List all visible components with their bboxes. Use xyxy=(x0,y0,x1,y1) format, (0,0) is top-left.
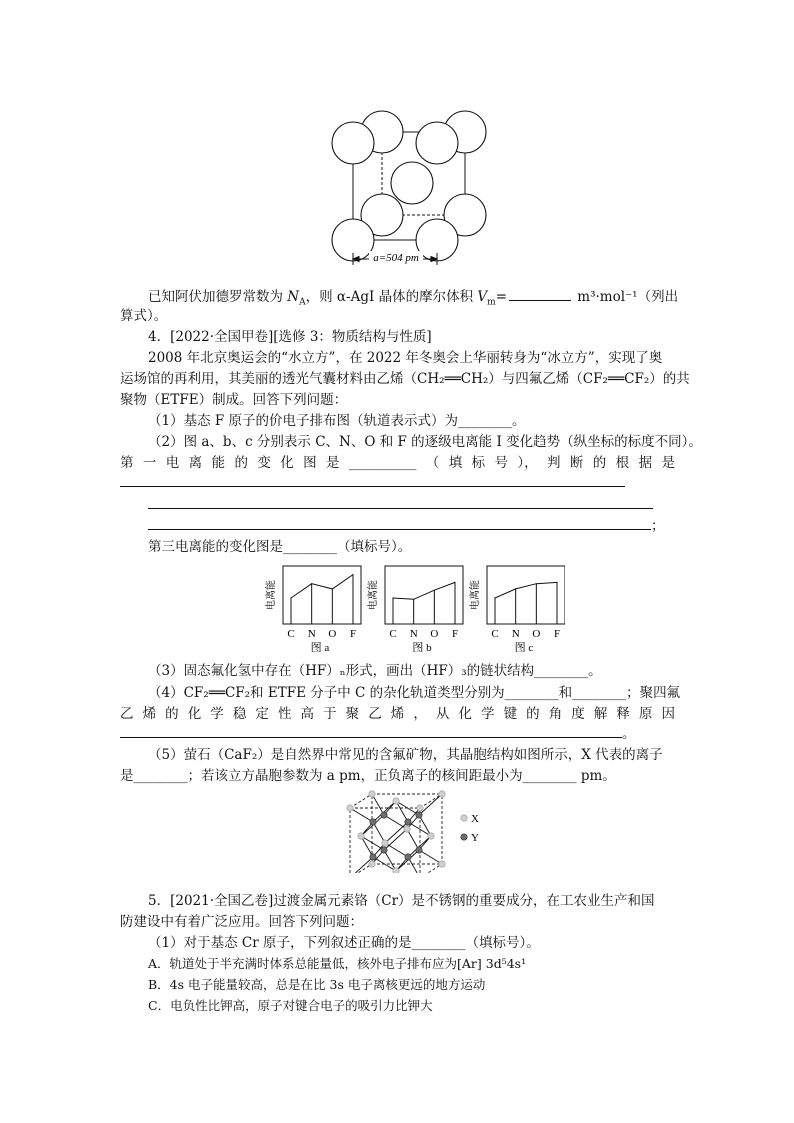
q4-part-5b: 是________；若该立方晶胞参数为 a pm，正负离子的核间距最小为________ pm。 xyxy=(120,768,616,784)
chart-ylabel: 电离能 xyxy=(266,580,277,610)
chart-frame xyxy=(487,566,565,624)
fluorite-unit-cell-figure xyxy=(340,788,490,873)
q5-option-a[interactable]: A．轨道处于半充满时体系总能量低，核外电子排布应为[Ar] 3d⁵4s¹ xyxy=(148,956,527,971)
chart-series-line xyxy=(393,582,455,599)
legend-x-marker xyxy=(461,815,467,821)
bond-line xyxy=(361,836,384,850)
chart-tick-label: N xyxy=(307,628,316,640)
q4-part-2b: 第 一 电 离 能 的 变 化 图 是 __________ （ 填 标 号 ）， 判 断 的 根 据 是 xyxy=(120,455,675,471)
bond-line xyxy=(419,794,442,815)
q3-molar-volume-line: 已知阿伏加德罗常数为 $N_A$，则 α-AgI 晶体的摩尔体积 $V_m= m^3\cdot mol^{-1}$（列出 xyxy=(148,286,678,313)
ion-y xyxy=(416,812,422,818)
q4-part-4b: 乙 烯 的 化 学 稳 定 性 高 于 聚 乙 烯 ， 从 化 学 键 的 角 度 解 释 原 因 xyxy=(120,706,675,722)
ion-x xyxy=(369,791,375,797)
bond-line xyxy=(373,822,385,843)
bond-line xyxy=(385,843,408,857)
chart-tick-label: F xyxy=(451,628,459,640)
chart-caption: 图 a xyxy=(310,642,330,652)
dimension-label: a=504 pm xyxy=(373,252,419,264)
ionization-energy-charts xyxy=(255,562,565,652)
bond-line xyxy=(408,836,431,857)
ionization-chart-a xyxy=(264,566,361,652)
ion-y xyxy=(381,812,387,818)
q3-line2: 算式）。 xyxy=(120,308,168,324)
chart-tick-label: O xyxy=(532,628,541,640)
legend-x-label: X xyxy=(471,813,479,825)
bond-line xyxy=(384,829,407,850)
chart-tick-label: N xyxy=(511,628,520,640)
bond-line xyxy=(372,794,384,815)
chart-tick-label: N xyxy=(409,628,418,640)
q5-option-c[interactable]: C．电负性比钾高，原子对键合电子的吸引力比钾大 xyxy=(148,998,433,1013)
chart-caption: 图 c xyxy=(514,642,534,652)
answer-line[interactable] xyxy=(148,529,651,530)
q4-intro-2: 运场馆的再利用，其美丽的透光气囊材料由乙烯（CH₂══CH₂）与四氟乙烯（CF₂══CF₂）的共 xyxy=(120,371,690,387)
ionization-chart-c xyxy=(468,566,565,652)
chart-tick-label: C xyxy=(389,628,397,640)
chart-series-line xyxy=(495,582,557,598)
ion-x xyxy=(428,833,434,839)
q5-intro-1: 5．[2021·全国乙卷]过渡金属元素铬（Cr）是不锈钢的重要成分，在工农业生产和国 xyxy=(148,893,655,909)
bond-line xyxy=(361,815,384,836)
chart-series-line xyxy=(291,575,353,598)
cell-edge xyxy=(420,794,442,808)
chart-tick-label: F xyxy=(349,628,357,640)
ion-x xyxy=(439,791,445,797)
chart-ylabel: 电离能 xyxy=(368,580,379,610)
q4-intro-1: 2008 年北京奥运会的“水立方”，在 2022 年冬奥会上华丽转身为“冰立方”，实现了奥 xyxy=(148,350,663,366)
ion-x xyxy=(369,861,375,867)
ion-x xyxy=(393,868,399,873)
cell-edge xyxy=(350,794,372,808)
ion-x xyxy=(358,833,364,839)
ion-y xyxy=(370,854,376,860)
ion-x xyxy=(382,840,388,846)
q4-part-3: （3）固态氟化氢中存在（HF）ₙ形式，画出（HF）₃的链状结构________。 xyxy=(148,663,602,679)
legend-y-label: Y xyxy=(471,832,479,844)
ion-y xyxy=(370,819,376,825)
ion-y xyxy=(405,854,411,860)
ion-x xyxy=(393,798,399,804)
ion-x xyxy=(404,826,410,832)
bond-line xyxy=(373,801,396,822)
chart-tick-label: C xyxy=(491,628,499,640)
bond-line xyxy=(350,808,373,822)
q4-part-1: （1）基态 F 原子的价电子排布图（轨道表示式）为________。 xyxy=(148,413,526,429)
ionization-chart-b xyxy=(366,566,463,652)
bond-line xyxy=(396,850,419,871)
chart-tick-label: O xyxy=(328,628,337,640)
chart-tick-label: F xyxy=(553,628,561,640)
ion-y xyxy=(381,847,387,853)
chart-tick-label: O xyxy=(430,628,439,640)
bond-line xyxy=(419,850,442,864)
q4-part-5a: （5）萤石（CaF₂）是自然界中常见的含氟矿物，其晶胞结构如图所示，X 代表的离子 xyxy=(148,747,663,763)
chart-tick-label: C xyxy=(287,628,295,640)
ion-y xyxy=(405,819,411,825)
answer-line[interactable] xyxy=(120,486,625,487)
agi-crystal-figure xyxy=(325,103,495,268)
q5-intro-2: 防建设中有着广泛应用。回答下列问题： xyxy=(120,914,363,930)
bond-line xyxy=(407,829,419,850)
answer-blank[interactable] xyxy=(509,286,571,301)
ion-x xyxy=(347,805,353,811)
q4-intro-3: 聚物（ETFE）制成。回答下列问题： xyxy=(120,392,348,408)
q4-part-2-end: ； xyxy=(651,518,665,534)
q4-part-4-end: 。 xyxy=(622,726,636,742)
bond-line xyxy=(384,815,407,829)
ion-x xyxy=(417,805,423,811)
answer-line[interactable] xyxy=(148,508,653,509)
q5-option-b[interactable]: B．4s 电子能量较高，总是在比 3s 电子离核更远的地方运动 xyxy=(148,977,486,992)
chart-caption: 图 b xyxy=(412,642,432,652)
ion-x xyxy=(439,861,445,867)
q4-header: 4．[2022·全国甲卷][选修 3：物质结构与性质] xyxy=(148,329,432,345)
legend-y-marker xyxy=(461,834,467,840)
q4-part-2c: 第三电离能的变化图是________（填标号）。 xyxy=(148,539,412,555)
chart-ylabel: 电离能 xyxy=(470,580,481,610)
bond-line xyxy=(385,822,408,843)
q5-part-1: （1）对于基态 Cr 原子，下列叙述正确的是________（填标号）。 xyxy=(148,935,540,951)
ion-y xyxy=(416,847,422,853)
answer-line[interactable] xyxy=(120,737,622,738)
q4-part-2a: （2）图 a、b、c 分别表示 C、N、O 和 F 的逐级电离能 I 变化趋势（纵坐标的标度不同）。 xyxy=(148,434,702,450)
q4-part-4a: （4）CF₂══CF₂和 ETFE 分子中 C 的杂化轨道类型分别为________和________；聚四氟 xyxy=(148,685,681,701)
cell-edge xyxy=(420,864,442,873)
